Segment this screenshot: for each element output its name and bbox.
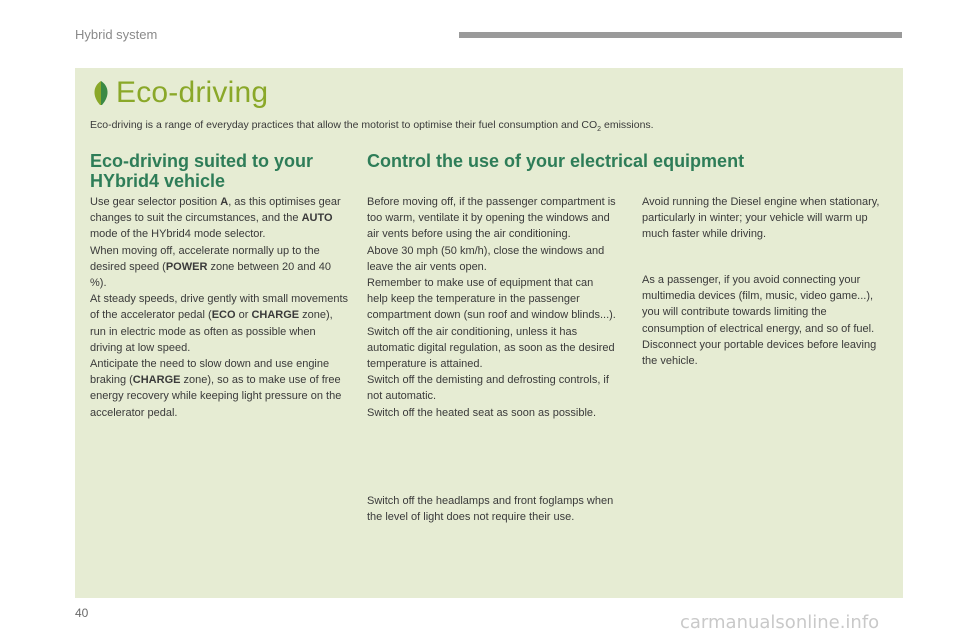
col2-text: [367, 194, 617, 421]
section-title-text: Eco-driving: [116, 76, 269, 109]
intro-text: Eco-driving is a range of everyday practices that allow the motorist to optimise their fuel consumption and $CO_2$ emissions.: [90, 119, 654, 134]
col1-paragraph: Anticipate the need to slow down and use engine braking (CHARGE zone), so as to make use of free energy recovery while keeping light pressure on the accelerator pedal.: [90, 358, 342, 419]
page-number: 40: [75, 606, 89, 620]
col3-paragraph: Disconnect your portable devices before leaving the vehicle.: [642, 338, 877, 368]
watermark: carmanualsonline.info: [680, 612, 880, 633]
col2-heading: Control the use of your electrical equipment: [367, 151, 745, 171]
col2-text-lower: [367, 493, 617, 525]
col1-heading: Eco-driving suited to your HYbrid4 vehicle: [90, 151, 314, 191]
section-title: [90, 76, 268, 110]
col1-paragraph: Use gear selector position A, as this optimises gear changes to suit the circumstances, and the AUTO mode of the HYbrid4 mode selector.: [90, 196, 341, 241]
col2-paragraph: Switch off the demisting and defrosting controls, if not automatic.: [367, 374, 609, 403]
col2-paragraph: Before moving off, if the passenger compartment is too warm, ventilate it by opening the windows and air vents before using the air conditioning.: [367, 196, 616, 241]
col3-paragraph: As a passenger, if you avoid connecting your multimedia devices (film, music, video game...), you will contribute towards limiting the consumption of electrical energy, and so of fuel.: [642, 274, 875, 335]
col3-text: [642, 194, 890, 243]
leaf-icon: [90, 80, 112, 106]
header-title: Hybrid system: [75, 27, 158, 42]
header-bar: [459, 32, 902, 38]
col2-paragraph: Above 30 mph (50 km/h), close the windows and leave the air vents open.: [367, 244, 605, 273]
col3-paragraph: Avoid running the Diesel engine when stationary, particularly in winter; your vehicle will warm up much faster while driving.: [642, 196, 880, 241]
col1-paragraph: When moving off, accelerate normally up to the desired speed (POWER zone between 20 and 40 %).: [90, 244, 331, 290]
col2-paragraph: Switch off the heated seat as soon as possible.: [367, 406, 597, 419]
col2-paragraph: Remember to make use of equipment that can help keep the temperature in the passenger compartment down (sun roof and window blinds...).: [367, 277, 616, 322]
col2-paragraph: Switch off the air conditioning, unless it has automatic digital regulation, as soon as the desired temperature is attained.: [367, 325, 615, 371]
col1-paragraph: At steady speeds, drive gently with small movements of the accelerator pedal (ECO or CHARGE zone), run in electric mode as often as possible when driving at low speed.: [90, 293, 349, 354]
col2-paragraph: Switch off the headlamps and front foglamps when the level of light does not require their use.: [367, 495, 614, 524]
col3-text-lower: [642, 272, 890, 369]
col1-text: [90, 194, 348, 421]
